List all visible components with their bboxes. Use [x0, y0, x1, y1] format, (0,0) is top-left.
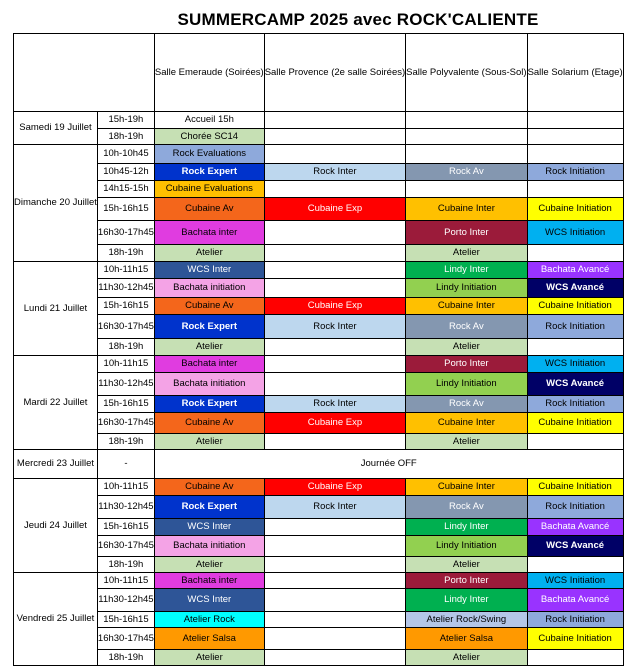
time-slot: 18h-19h	[97, 557, 154, 573]
empty-cell	[264, 339, 405, 356]
empty-cell	[264, 628, 405, 650]
empty-cell	[264, 112, 405, 129]
class-cell: Rock Expert	[154, 496, 264, 519]
class-cell: WCS Inter	[154, 262, 264, 279]
class-cell: Atelier	[154, 245, 264, 262]
schedule-row	[14, 315, 624, 339]
header-row	[14, 34, 624, 112]
class-cell: Bachata initiation	[154, 373, 264, 396]
empty-cell	[527, 145, 623, 164]
schedule-row	[14, 145, 624, 164]
time-slot: 16h30-17h45	[97, 315, 154, 339]
class-cell: Cubaine Av	[154, 479, 264, 496]
schedule-row	[14, 339, 624, 356]
schedule-row	[14, 413, 624, 434]
class-cell: Rock Av	[406, 396, 527, 413]
schedule-row	[14, 298, 624, 315]
class-cell: Rock Evaluations	[154, 145, 264, 164]
class-cell: Rock Av	[406, 164, 527, 181]
class-cell: Porto Inter	[406, 221, 527, 245]
class-cell: Bachata Avancé	[527, 589, 623, 612]
empty-cell	[527, 181, 623, 198]
empty-cell	[264, 519, 405, 536]
class-cell: Bachata initiation	[154, 536, 264, 557]
schedule-row	[14, 112, 624, 129]
class-cell: Bachata initiation	[154, 279, 264, 298]
class-cell: WCS Avancé	[527, 373, 623, 396]
class-cell: Rock Expert	[154, 315, 264, 339]
schedule-row	[14, 650, 624, 666]
class-cell: Rock Av	[406, 496, 527, 519]
time-slot: 11h30-12h45	[97, 279, 154, 298]
empty-cell	[264, 356, 405, 373]
empty-cell	[527, 434, 623, 450]
class-cell: WCS Initiation	[527, 221, 623, 245]
day-label-jeudi: Jeudi 24 Juillet	[14, 479, 98, 573]
time-slot: 16h30-17h45	[97, 221, 154, 245]
empty-cell	[406, 112, 527, 129]
page-title: SUMMERCAMP 2025 avec ROCK'CALIENTE	[177, 10, 539, 29]
time-slot: -	[97, 450, 154, 479]
class-cell: Lindy Inter	[406, 262, 527, 279]
schedule-row	[14, 557, 624, 573]
empty-cell	[264, 221, 405, 245]
time-slot: 15h-19h	[97, 112, 154, 129]
day-label-samedi: Samedi 19 Juillet	[14, 112, 98, 145]
empty-cell	[527, 339, 623, 356]
time-slot: 10h-11h15	[97, 479, 154, 496]
schedule-row	[14, 129, 624, 145]
empty-cell	[264, 279, 405, 298]
class-cell: Bachata inter	[154, 573, 264, 589]
schedule-row	[14, 496, 624, 519]
empty-cell	[527, 650, 623, 666]
time-slot: 16h30-17h45	[97, 628, 154, 650]
class-cell: Rock Inter	[264, 496, 405, 519]
schedule-row	[14, 373, 624, 396]
class-cell: Atelier	[406, 434, 527, 450]
day-label-mercredi: Mercredi 23 Juillet	[14, 450, 98, 479]
schedule-row	[14, 434, 624, 450]
time-slot: 15h-16h15	[97, 298, 154, 315]
schedule-row	[14, 589, 624, 612]
class-cell: Atelier	[406, 245, 527, 262]
time-slot: 10h-11h15	[97, 573, 154, 589]
class-cell: Cubaine Exp	[264, 198, 405, 221]
class-cell: Lindy Inter	[406, 519, 527, 536]
empty-cell	[264, 129, 405, 145]
class-cell: WCS Inter	[154, 589, 264, 612]
empty-cell	[527, 129, 623, 145]
class-cell: Bachata Avancé	[527, 519, 623, 536]
schedule-row	[14, 245, 624, 262]
time-slot: 10h-10h45	[97, 145, 154, 164]
time-slot: 18h-19h	[97, 129, 154, 145]
class-cell: Cubaine Initiation	[527, 628, 623, 650]
class-cell: Cubaine Av	[154, 198, 264, 221]
time-slot: 11h30-12h45	[97, 496, 154, 519]
class-cell: Cubaine Inter	[406, 298, 527, 315]
empty-cell	[264, 573, 405, 589]
empty-cell	[264, 373, 405, 396]
time-slot: 16h30-17h45	[97, 536, 154, 557]
class-cell: Rock Inter	[264, 396, 405, 413]
time-slot: 15h-16h15	[97, 612, 154, 628]
time-slot: 15h-16h15	[97, 396, 154, 413]
room-header: Salle Polyvalente (Sous-Sol)	[406, 34, 527, 112]
class-cell: Atelier Salsa	[406, 628, 527, 650]
class-cell: Lindy Inter	[406, 589, 527, 612]
schedule-row	[14, 279, 624, 298]
day-label-vendredi: Vendredi 25 Juillet	[14, 573, 98, 666]
time-slot: 11h30-12h45	[97, 589, 154, 612]
time-slot: 18h-19h	[97, 245, 154, 262]
time-slot: 10h-11h15	[97, 356, 154, 373]
time-slot: 15h-16h15	[97, 198, 154, 221]
day-label-dimanche: Dimanche 20 Juillet	[14, 145, 98, 262]
time-slot: 15h-16h15	[97, 519, 154, 536]
class-cell: Rock Initiation	[527, 612, 623, 628]
day-off-cell: Journée OFF	[154, 450, 623, 479]
time-slot: 11h30-12h45	[97, 373, 154, 396]
class-cell: Cubaine Av	[154, 298, 264, 315]
class-cell: Atelier	[406, 557, 527, 573]
class-cell: Bachata inter	[154, 356, 264, 373]
class-cell: Porto Inter	[406, 356, 527, 373]
class-cell: WCS Initiation	[527, 356, 623, 373]
class-cell: Cubaine Exp	[264, 413, 405, 434]
class-cell: WCS Inter	[154, 519, 264, 536]
class-cell: Cubaine Exp	[264, 479, 405, 496]
schedule-row	[14, 450, 624, 479]
schedule-row	[14, 396, 624, 413]
class-cell: Bachata inter	[154, 221, 264, 245]
day-label-mardi: Mardi 22 Juillet	[14, 356, 98, 450]
class-cell: Lindy Initiation	[406, 536, 527, 557]
class-cell: Chorée SC14	[154, 129, 264, 145]
class-cell: Rock Inter	[264, 315, 405, 339]
class-cell: Atelier Salsa	[154, 628, 264, 650]
empty-cell	[406, 181, 527, 198]
empty-cell	[264, 262, 405, 279]
schedule-row	[14, 262, 624, 279]
empty-cell	[406, 129, 527, 145]
class-cell: Atelier	[406, 650, 527, 666]
empty-cell	[264, 557, 405, 573]
class-cell: WCS Avancé	[527, 279, 623, 298]
class-cell: Rock Av	[406, 315, 527, 339]
empty-cell	[264, 536, 405, 557]
class-cell: Cubaine Evaluations	[154, 181, 264, 198]
room-header: Salle Solarium (Etage)	[527, 34, 623, 112]
schedule-row	[14, 536, 624, 557]
class-cell: Cubaine Initiation	[527, 298, 623, 315]
room-header: Salle Provence (2e salle Soirées)	[264, 34, 405, 112]
class-cell: Rock Initiation	[527, 315, 623, 339]
class-cell: WCS Avancé	[527, 536, 623, 557]
class-cell: Cubaine Exp	[264, 298, 405, 315]
empty-cell	[264, 245, 405, 262]
class-cell: Cubaine Initiation	[527, 479, 623, 496]
class-cell: Rock Inter	[264, 164, 405, 181]
empty-cell	[264, 650, 405, 666]
schedule-row	[14, 519, 624, 536]
time-slot: 18h-19h	[97, 339, 154, 356]
class-cell: Accueil 15h	[154, 112, 264, 129]
schedule-row	[14, 628, 624, 650]
class-cell: Lindy Initiation	[406, 373, 527, 396]
time-slot: 18h-19h	[97, 434, 154, 450]
class-cell: Cubaine Initiation	[527, 198, 623, 221]
class-cell: Bachata Avancé	[527, 262, 623, 279]
class-cell: Cubaine Initiation	[527, 413, 623, 434]
class-cell: Atelier	[154, 650, 264, 666]
empty-cell	[264, 612, 405, 628]
time-slot: 16h30-17h45	[97, 413, 154, 434]
time-slot: 18h-19h	[97, 650, 154, 666]
class-cell: WCS Initiation	[527, 573, 623, 589]
schedule-row	[14, 221, 624, 245]
class-cell: Cubaine Inter	[406, 479, 527, 496]
time-slot: 10h45-12h	[97, 164, 154, 181]
class-cell: Cubaine Av	[154, 413, 264, 434]
class-cell: Rock Initiation	[527, 396, 623, 413]
class-cell: Cubaine Inter	[406, 413, 527, 434]
schedule-row	[14, 573, 624, 589]
time-slot: 10h-11h15	[97, 262, 154, 279]
class-cell: Porto Inter	[406, 573, 527, 589]
class-cell: Atelier	[406, 339, 527, 356]
empty-cell	[406, 145, 527, 164]
time-slot: 14h15-15h	[97, 181, 154, 198]
empty-cell	[264, 181, 405, 198]
class-cell: Atelier Rock	[154, 612, 264, 628]
class-cell: Atelier	[154, 339, 264, 356]
room-header: Salle Emeraude (Soirées)	[154, 34, 264, 112]
class-cell: Atelier	[154, 557, 264, 573]
class-cell: Rock Expert	[154, 396, 264, 413]
class-cell: Rock Expert	[154, 164, 264, 181]
header-spacer	[14, 34, 155, 112]
schedule-row	[14, 479, 624, 496]
empty-cell	[527, 557, 623, 573]
class-cell: Atelier	[154, 434, 264, 450]
empty-cell	[527, 112, 623, 129]
schedule-row	[14, 164, 624, 181]
empty-cell	[264, 434, 405, 450]
schedule-table	[13, 33, 624, 666]
schedule-row	[14, 181, 624, 198]
class-cell: Atelier Rock/Swing	[406, 612, 527, 628]
class-cell: Cubaine Inter	[406, 198, 527, 221]
day-label-lundi: Lundi 21 Juillet	[14, 262, 98, 356]
empty-cell	[527, 245, 623, 262]
class-cell: Rock Initiation	[527, 496, 623, 519]
schedule-row	[14, 198, 624, 221]
empty-cell	[264, 145, 405, 164]
class-cell: Lindy Initiation	[406, 279, 527, 298]
class-cell: Rock Initiation	[527, 164, 623, 181]
schedule-row	[14, 356, 624, 373]
empty-cell	[264, 589, 405, 612]
schedule-row	[14, 612, 624, 628]
